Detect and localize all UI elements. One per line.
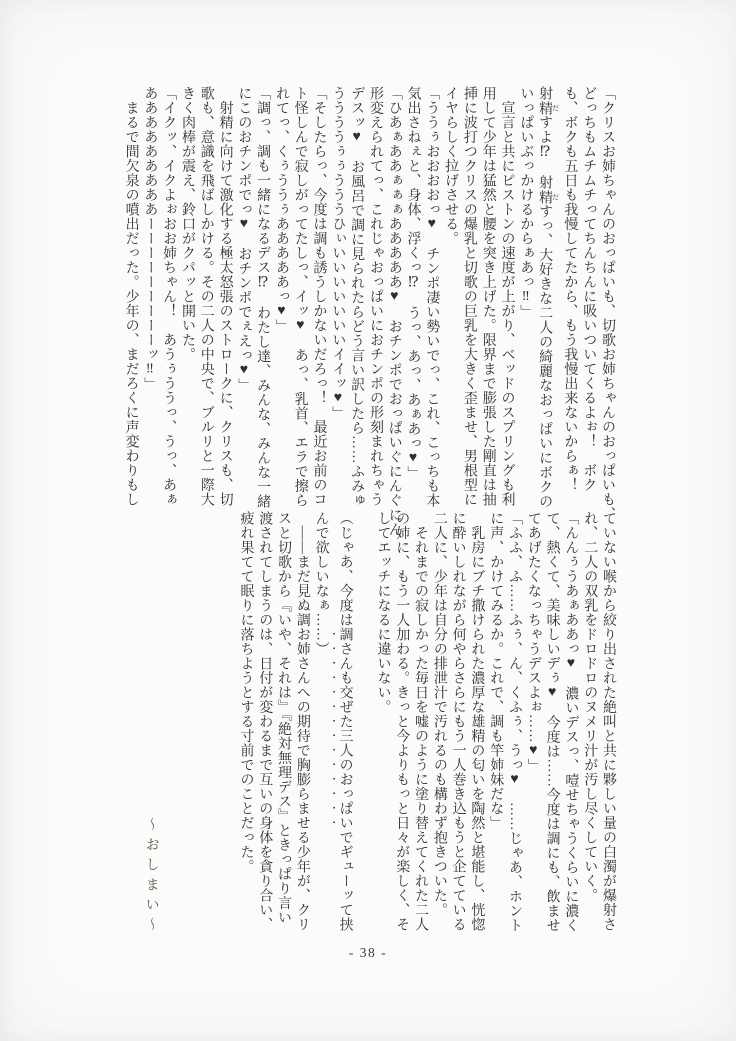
column-gap — [198, 511, 217, 937]
text-line: 「そしたらっ、今度は調も誘うしかないだろっ！ 最近お前のコ — [311, 86, 327, 507]
text-line: 二人に、少年は自分の排泄汁で汚れるのも構わず抱きついた。 — [431, 511, 447, 917]
text-line: どっちもムチムチってちんちんに吸いついてくるよぉ！ ボク — [581, 86, 597, 492]
text-line: てあげたくなっちゃうデスよぉ……♥」 — [525, 511, 541, 773]
text-line: まるで間欠泉の噴出だった。少年の、まだろくに声変わりもし — [123, 86, 139, 507]
paragraph-break — [354, 511, 373, 937]
text-line: 「クリスお姉ちゃんのおっぱいも、切歌お姉ちゃんのおっぱいも、 — [600, 86, 615, 521]
text-line-with-emphasis — [330, 511, 354, 937]
text-line: て、熱くて、美味しいデぅ♥ 今度は……今度は調にも、飲ませ — [544, 511, 560, 933]
text-line: に酔いしれながら何やらさらにもう一人巻き込もうと企てている — [450, 511, 466, 932]
column-gap — [160, 511, 179, 937]
text-segment: （じゃあ、今度は — [337, 511, 353, 627]
text-line: いっぱいぶっかけるからぁあっ‼」 — [518, 86, 534, 319]
text-line: 「イクッ、イクよぉおお姉ちゃん！ あうぅううっ、うっ、あぁ — [161, 86, 177, 507]
text-line: 「ふふ、ふ……ふぅ、ん、くふぅ、うっ♥ ……じゃあ、ホント — [507, 511, 523, 933]
text-line: 形変えられてっ、これじゃおっぱいにおチンポの形刻まれちゃう — [367, 86, 383, 507]
text-line: ううううぅぅうううひぃいいいいいいいイイッ♥」 — [330, 86, 346, 421]
text-line: 渡されてしまうのは、日付が変わるまで互いの身体を貪り合い、 — [257, 511, 273, 932]
text-line: に声、かけてみるか。これで、調も竿姉妹だな」 — [488, 511, 504, 830]
text-line: きく肉棒が震え、鈴口がクパッと開いた。 — [179, 86, 195, 362]
text-line: 「ひあぁああぁぁぁあああああ♥ おチンポでおっぱいぐにんぐにん — [386, 86, 402, 537]
page-number: - 38 - — [348, 945, 388, 960]
text-line: ていない喉から絞り出された絶叫と共に夥しい量の白濁が爆射さ — [601, 511, 616, 932]
ruby-base: 精 — [537, 100, 553, 115]
text-line: あああああああああーーーーーーーーーッ‼」 — [142, 86, 158, 392]
text-line: れ、二人の双乳をドロドロのヌメリ汁が汚し尽くしていく。 — [582, 511, 598, 903]
text-line: 用して少年は猛然と腰を突き上げた。限界まで膨張した剛直は抽 — [480, 86, 496, 507]
text-line: イヤらしく拉げさせる。 — [443, 86, 459, 246]
text-line: 射精に向けて激化する極太怒張のストロークに、クリスも、切 — [217, 86, 233, 507]
text-line: 「調っ、調も一緒になるデス⁉ わたし達、みんな、みんな一緒 — [255, 86, 271, 509]
text-line: デスッ♥ お風呂で調に見られたらどう言い訳したら……ふみゅ — [349, 86, 365, 508]
lower-text-block — [141, 511, 617, 937]
text-line: してエッチになるに違いない。 — [375, 511, 391, 714]
text-segment: すっ、大好きな二人の綺麗なおっぱいにボクの — [537, 204, 553, 509]
text-line: 宣言と共にピストンの速度が上がり、ベッドのスプリングも利 — [499, 86, 515, 507]
text-line: にこのおチンポでっ♥ おチンポでぇえっ♥」 — [236, 86, 252, 393]
column-gap — [179, 511, 198, 937]
text-segment: すよ⁉ 射 — [537, 115, 553, 190]
text-line: ト怪しんで寂しがってたしっ、イッ♥ あっ、乳首、エラで擦ら — [292, 86, 308, 508]
text-line-with-furigana — [534, 86, 559, 510]
ruby-base: 精 — [537, 189, 553, 204]
text-line: れてっ、くぅううぅあああああっ♥」 — [273, 86, 289, 334]
emphasized-text: 調さんも交ぜた三人のおっぱい — [337, 627, 353, 830]
text-line: 「んんぅうあぁああっ♥ 濃いデスっ、噎せちゃうくらいに濃く — [563, 511, 579, 933]
text-line: 歌も、意識を飛ばしかける。その二人の中央で、ブルリと一際大 — [198, 86, 214, 507]
column-gap — [217, 511, 236, 937]
furigana: だ — [551, 189, 560, 204]
furigana: だ — [551, 100, 560, 115]
text-segment: 射 — [537, 86, 553, 101]
text-segment: でギューッて挟 — [337, 830, 353, 932]
text-line: スと切歌から『いや、それは』『絶対無理デス』ときっぱり言い — [276, 511, 292, 925]
ruby-annotation — [537, 100, 560, 116]
text-line: 挿に波打つクリスの爆乳と切歌の巨乳を大きく歪ませ、男根型に — [461, 86, 477, 507]
text-line: 「ううぅおおおおっ♥ チンポ凄い勢いでっ、これ、こっちも本 — [424, 86, 440, 508]
upper-text-block — [121, 86, 616, 537]
text-line: も、ボクも五日も我慢してたから、もう我慢出来ないからぁ！ — [562, 86, 578, 492]
ruby-annotation — [537, 189, 560, 205]
text-line: の姉に、もう一人加わる。きっと今よりもっと日々が楽しく、そ — [394, 511, 410, 932]
text-line: ――まだ見ぬ調お姉さんへの期待で胸膨らませる少年が、クリ — [294, 511, 310, 932]
text-line: んで欲しいなぁ……） — [313, 511, 329, 656]
text-line: 気出さねぇと、身体、浮くっ⁉ うっ、あっ、あぁあっ♥」 — [405, 86, 421, 481]
text-line: 疲れ果てて眠りに落ちようとする寸前でのことだった。 — [238, 511, 254, 874]
text-line: 乳房にブチ撒けられた濃厚な雄精の匂いを陶然と堪能し、恍惚 — [469, 511, 485, 932]
text-line: それまでの寂しかった毎日を嘘のように塗り替えてくれた二人 — [413, 511, 429, 932]
story-end-mark: ～おしまい～ — [143, 817, 159, 937]
